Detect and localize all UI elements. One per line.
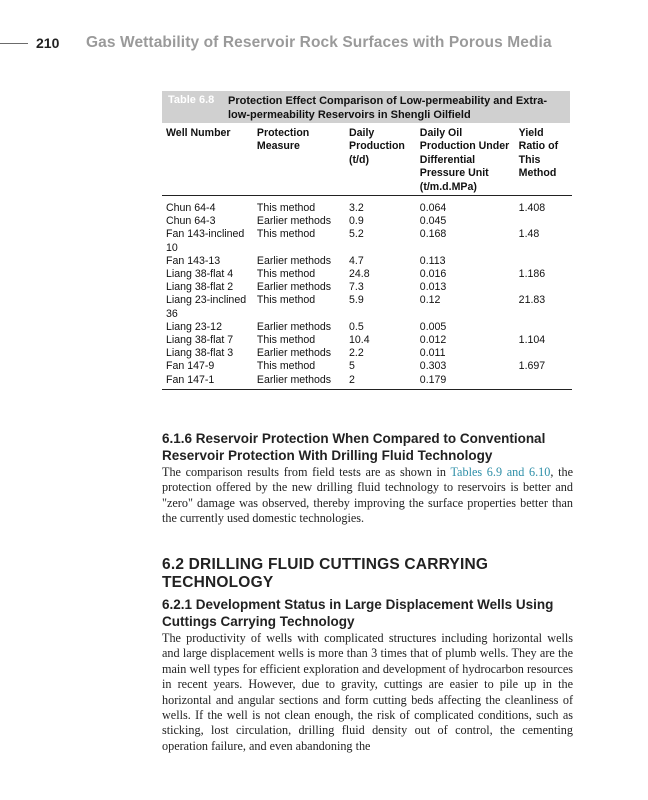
table-cell: 0.12	[419, 294, 441, 307]
column-header: Daily Oil Production Under Differential Pressure Unit (t/m.d.MPa)	[419, 127, 510, 193]
table-header-row	[162, 124, 572, 196]
table-row	[162, 347, 572, 360]
table-cell: Fan 147-1	[166, 373, 215, 386]
table-row	[162, 228, 572, 254]
table-cell: 7.3	[349, 281, 364, 294]
table-cell	[515, 215, 572, 228]
table-cell: This method	[256, 360, 316, 373]
table-row	[162, 294, 572, 320]
column-header: Protection Measure	[256, 127, 310, 153]
table-row	[162, 196, 572, 216]
table-row	[162, 255, 572, 268]
table-reference-link[interactable]: Tables 6.9 and 6.10	[450, 465, 551, 479]
table-cell: 0.179	[419, 373, 447, 386]
table-cell: 1.104	[518, 334, 546, 347]
section-heading-6-2-1: 6.2.1 Development Status in Large Displacement Wells Using Cuttings Carrying Technology	[162, 597, 554, 629]
table-cell: Fan 143-inclined 10	[166, 228, 245, 254]
table-cell	[515, 347, 572, 360]
table-cell: Earlier methods	[256, 373, 332, 386]
table-cell: 1.408	[518, 202, 546, 215]
paragraph-text: , the protection offered by the new drilling fluid technology to reservoirs is better and "zero" damage was observed, thereby improving the surface properties better than the currently used domestic technologies.	[162, 465, 574, 526]
table-cell: Earlier methods	[256, 254, 332, 267]
table-cell: Earlier methods	[256, 281, 332, 294]
table-cell	[515, 374, 572, 390]
table-cell: 10.4	[349, 334, 370, 347]
table-cell: Fan 147-9	[166, 360, 215, 373]
table-cell: Fan 143-13	[166, 254, 221, 267]
table-caption-bar	[162, 91, 570, 123]
column-header: Daily Production (t/d)	[349, 127, 405, 166]
table-cell: This method	[256, 294, 316, 307]
table-cell: 1.697	[518, 360, 546, 373]
table-cell: Chun 64-3	[166, 215, 216, 228]
table-cell	[515, 321, 572, 334]
table-row	[162, 321, 572, 334]
table-cell: 0.9	[349, 215, 364, 228]
table-cell: 1.186	[518, 268, 546, 281]
table-cell: 0.064	[419, 202, 447, 215]
table-row	[162, 360, 572, 373]
table-cell: Liang 38-flat 2	[166, 281, 234, 294]
table-cell: 2.2	[349, 347, 364, 360]
table-caption: Protection Effect Comparison of Low-permeability and Extra-low-permeability Reservoirs in Shengli Oilfield	[228, 95, 548, 121]
table-cell: This method	[256, 202, 316, 215]
table-cell: 0.011	[419, 347, 446, 360]
table-cell: 0.5	[349, 320, 364, 333]
table-cell: Earlier methods	[256, 320, 332, 333]
table-cell: Chun 64-4	[166, 202, 216, 215]
running-title: Gas Wettability of Reservoir Rock Surfaces with Porous Media	[86, 34, 552, 51]
table-cell: 0.168	[419, 228, 447, 241]
table-row	[162, 281, 572, 294]
table-row	[162, 374, 572, 390]
page-number: 210	[36, 35, 60, 51]
table-cell: 3.2	[349, 202, 364, 215]
table-cell: 5.2	[349, 228, 364, 241]
table-cell: 0.013	[419, 281, 447, 294]
section-heading-6-1-6: 6.1.6 Reservoir Protection When Compared to Conventional Reservoir Protection With Drilling Fluid Technology	[162, 431, 546, 463]
column-header: Yield Ratio of This Method	[518, 127, 559, 180]
paragraph-text: The comparison results from field tests are as shown in	[162, 465, 451, 479]
column-header: Well Number	[166, 127, 231, 139]
table-cell: Earlier methods	[256, 215, 332, 228]
table-cell: Liang 38-flat 7	[166, 334, 234, 347]
section-heading-6-2: 6.2 DRILLING FLUID CUTTINGS CARRYING TECHNOLOGY	[162, 556, 489, 591]
table-cell: This method	[256, 228, 316, 241]
table-row	[162, 215, 572, 228]
table-cell: This method	[256, 268, 316, 281]
table-cell: 0.113	[419, 254, 446, 267]
table-cell: 0.012	[419, 334, 447, 347]
table-cell: 0.045	[419, 215, 447, 228]
header-rule	[0, 43, 28, 44]
table-cell: 4.7	[349, 254, 364, 267]
table-cell: Liang 23-inclined 36	[166, 294, 247, 320]
table-cell: Earlier methods	[256, 347, 332, 360]
table-cell: Liang 38-flat 4	[166, 268, 234, 281]
table-cell: 5.9	[349, 294, 364, 307]
table-cell: 5	[349, 360, 355, 373]
table-cell: Liang 23-12	[166, 320, 222, 333]
table-row	[162, 268, 572, 281]
table-row	[162, 334, 572, 347]
paragraph-6-2-1: The productivity of wells with complicated structures including horizontal wells and large displacement wells is more than 3 times that of plumb wells. They are the main well types for efficient exploration and development of hydrocarbon resources in recent years. However, due to gravity, cuttings are easier to pile up in the horizontal and angular sections and form cutting beds affecting the cleanliness of wells. If the well is not clean enough, the risk of complicated conditions, such as sticking, lost circulation, drilling fluid density out of control, the cementing operation failure, and even abandoning the	[162, 631, 573, 753]
table-label: Table 6.8	[168, 94, 215, 106]
data-table	[162, 124, 572, 390]
table-cell	[515, 281, 572, 294]
table-cell: 1.48	[518, 228, 540, 241]
table-cell: 0.303	[419, 360, 447, 373]
paragraph-6-1-6	[162, 465, 573, 527]
table-cell: 0.016	[419, 268, 447, 281]
table-cell: 0.005	[419, 320, 447, 333]
table-cell: Liang 38-flat 3	[166, 347, 234, 360]
table-cell: This method	[256, 334, 316, 347]
table-cell: 21.83	[518, 294, 546, 307]
table-cell: 2	[349, 373, 355, 386]
table-cell	[515, 255, 572, 268]
table-cell: 24.8	[349, 268, 370, 281]
